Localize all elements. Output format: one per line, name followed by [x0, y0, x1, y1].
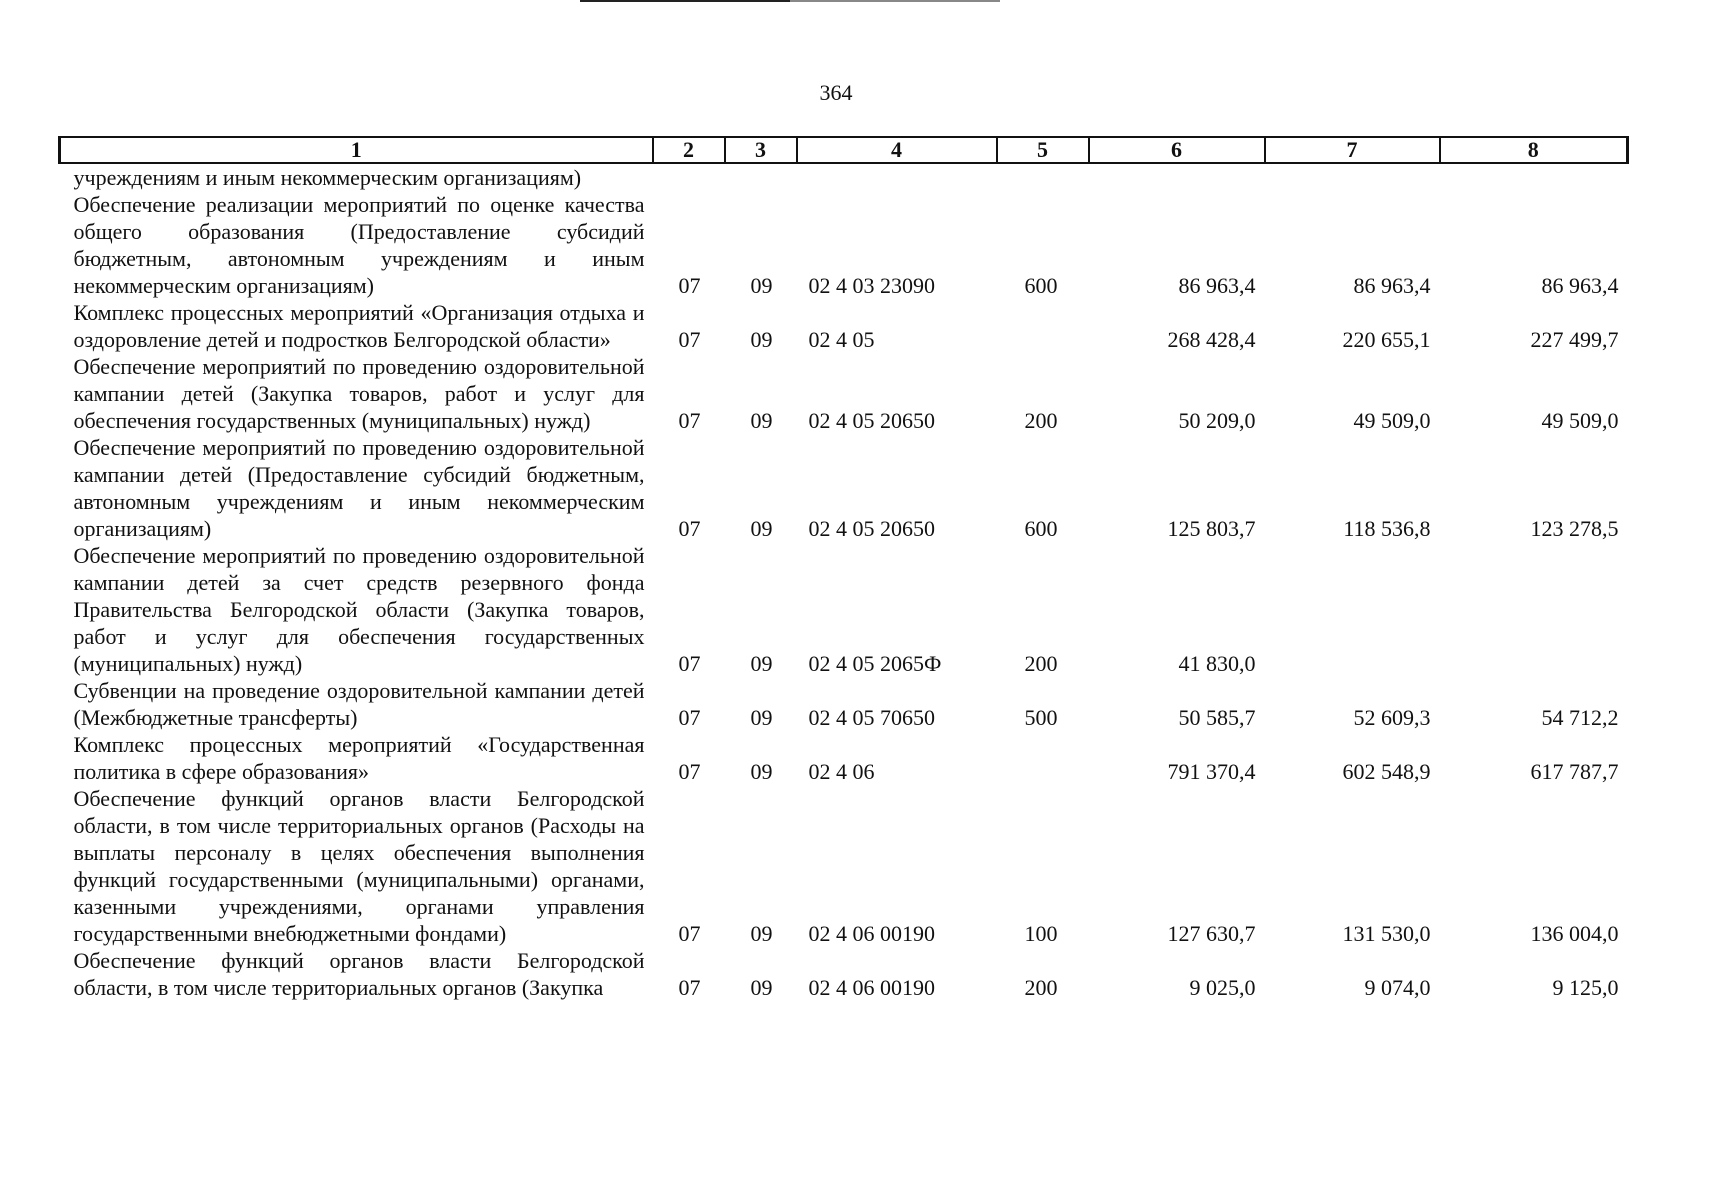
description-cell: Обеспечение мероприятий по проведению оздоровительной кампании детей (Предоставление субсидий бюджетным, автономным учреждениям и иным некоммерческим организациям): [73, 435, 645, 541]
subsection-code-cell: 09: [750, 408, 773, 433]
subsection-code-cell: 09: [750, 921, 773, 946]
expense-type-cell: 200: [1024, 975, 1058, 1000]
expense-type-cell: [997, 731, 1089, 785]
column-header-2: 2: [653, 137, 725, 163]
expense-type-cell: [997, 163, 1089, 191]
target-article-cell: 02 4 06 00190: [808, 921, 935, 946]
section-code-cell: 07: [678, 408, 701, 433]
table-row: [60, 163, 1628, 191]
scan-edge-mark: [580, 0, 790, 2]
expense-type-cell: 600: [1024, 273, 1058, 298]
table-row: [60, 731, 1628, 785]
table-row: [60, 785, 1628, 947]
amount-col8-cell: [1440, 163, 1628, 191]
amount-col6-cell: 125 803,7: [1167, 516, 1256, 541]
subsection-code-cell: 09: [750, 705, 773, 730]
description-cell: Комплекс процессных мероприятий «Государственная политика в сфере образования»: [73, 732, 645, 784]
table-body: [60, 163, 1628, 1001]
target-article-cell: [797, 163, 997, 191]
table-row: [60, 677, 1628, 731]
section-code-cell: 07: [678, 975, 701, 1000]
amount-col7-cell: 49 509,0: [1353, 408, 1431, 433]
amount-col8-cell: 227 499,7: [1530, 327, 1619, 352]
target-article-cell: 02 4 05 2065Ф: [808, 651, 942, 676]
description-cell: Обеспечение функций органов власти Белгородской области, в том числе территориальных органов (Расходы на выплаты персоналу в целях обеспечения выполнения функций государственными (муниципальными) органами, казенными учреждениями, органами управления государственными внебюджетными фондами): [73, 786, 645, 946]
amount-col6-cell: 41 830,0: [1178, 651, 1256, 676]
section-code-cell: 07: [678, 759, 701, 784]
amount-col6-cell: 9 025,0: [1189, 975, 1256, 1000]
amount-col8-cell: 9 125,0: [1552, 975, 1619, 1000]
header-row: [60, 137, 1628, 163]
subsection-code-cell: 09: [750, 759, 773, 784]
target-article-cell: 02 4 05 70650: [808, 705, 935, 730]
amount-col6-cell: 268 428,4: [1167, 327, 1256, 352]
description-cell: Обеспечение мероприятий по проведению оздоровительной кампании детей (Закупка товаров, работ и услуг для обеспечения государственных (муниципальных) нужд): [73, 354, 645, 433]
column-header-4: 4: [797, 137, 997, 163]
column-header-6: 6: [1089, 137, 1265, 163]
amount-col6-cell: 127 630,7: [1167, 921, 1256, 946]
amount-col7-cell: [1265, 542, 1440, 677]
amount-col7-cell: 602 548,9: [1342, 759, 1431, 784]
scan-edge-mark: [790, 0, 1000, 2]
subsection-code-cell: 09: [750, 975, 773, 1000]
amount-col6-cell: 50 585,7: [1178, 705, 1256, 730]
amount-col7-cell: 86 963,4: [1353, 273, 1431, 298]
column-header-7: 7: [1265, 137, 1440, 163]
amount-col8-cell: 617 787,7: [1530, 759, 1619, 784]
subsection-code-cell: 09: [750, 651, 773, 676]
column-header-5: 5: [997, 137, 1089, 163]
amount-col6-cell: 50 209,0: [1178, 408, 1256, 433]
table-row: [60, 353, 1628, 434]
column-header-8: 8: [1440, 137, 1628, 163]
expense-type-cell: 200: [1024, 408, 1058, 433]
target-article-cell: 02 4 05 20650: [808, 408, 935, 433]
subsection-code-cell: 09: [750, 327, 773, 352]
description-cell: Субвенции на проведение оздоровительной кампании детей (Межбюджетные трансферты): [73, 678, 645, 730]
table-row: [60, 299, 1628, 353]
column-header-1: 1: [60, 137, 653, 163]
amount-col7-cell: [1265, 163, 1440, 191]
expense-type-cell: 100: [1024, 921, 1058, 946]
amount-col6-cell: 86 963,4: [1178, 273, 1256, 298]
amount-col7-cell: 9 074,0: [1364, 975, 1431, 1000]
expense-type-cell: 200: [1024, 651, 1058, 676]
table-header: [60, 137, 1628, 163]
target-article-cell: 02 4 05 20650: [808, 516, 935, 541]
amount-col8-cell: 136 004,0: [1530, 921, 1619, 946]
amount-col7-cell: 131 530,0: [1342, 921, 1431, 946]
table-row: [60, 947, 1628, 1001]
subsection-code-cell: 09: [750, 273, 773, 298]
section-code-cell: 07: [678, 651, 701, 676]
section-code-cell: 07: [678, 327, 701, 352]
subsection-code-cell: [725, 163, 797, 191]
amount-col7-cell: 118 536,8: [1343, 516, 1431, 541]
amount-col6-cell: 791 370,4: [1167, 759, 1256, 784]
section-code-cell: 07: [678, 921, 701, 946]
description-cell: учреждениям и иным некоммерческим организациям): [73, 165, 582, 190]
target-article-cell: 02 4 06: [808, 759, 875, 784]
description-cell: Обеспечение реализации мероприятий по оценке качества общего образования (Предоставление субсидий бюджетным, автономным учреждениям и иным некоммерческим организациям): [73, 192, 645, 298]
page-number: 364: [819, 80, 853, 105]
table-row: [60, 191, 1628, 299]
amount-col7-cell: 52 609,3: [1353, 705, 1431, 730]
section-code-cell: 07: [678, 273, 701, 298]
expense-type-cell: 600: [1024, 516, 1058, 541]
expense-type-cell: 500: [1024, 705, 1058, 730]
section-code-cell: [653, 163, 725, 191]
section-code-cell: 07: [678, 705, 701, 730]
amount-col6-cell: [1089, 163, 1265, 191]
budget-table: [58, 136, 1629, 1001]
amount-col8-cell: 54 712,2: [1541, 705, 1619, 730]
target-article-cell: 02 4 05: [808, 327, 875, 352]
subsection-code-cell: 09: [750, 516, 773, 541]
table-row: [60, 542, 1628, 677]
amount-col8-cell: 123 278,5: [1530, 516, 1619, 541]
page-number-container: [0, 80, 1720, 106]
amount-col7-cell: 220 655,1: [1342, 327, 1431, 352]
target-article-cell: 02 4 06 00190: [808, 975, 935, 1000]
column-header-3: 3: [725, 137, 797, 163]
table-row: [60, 434, 1628, 542]
target-article-cell: 02 4 03 23090: [808, 273, 935, 298]
description-cell: Обеспечение функций органов власти Белгородской области, в том числе территориальных органов (Закупка: [73, 948, 645, 1000]
description-cell: Комплекс процессных мероприятий «Организация отдыха и оздоровление детей и подростков Белгородской области»: [73, 300, 645, 352]
expense-type-cell: [997, 299, 1089, 353]
amount-col8-cell: 86 963,4: [1541, 273, 1619, 298]
amount-col8-cell: [1440, 542, 1628, 677]
section-code-cell: 07: [678, 516, 701, 541]
amount-col8-cell: 49 509,0: [1541, 408, 1619, 433]
description-cell: Обеспечение мероприятий по проведению оздоровительной кампании детей за счет средств резервного фонда Правительства Белгородской области (Закупка товаров, работ и услуг для обеспечения государственных (муниципальных) нужд): [73, 543, 645, 676]
